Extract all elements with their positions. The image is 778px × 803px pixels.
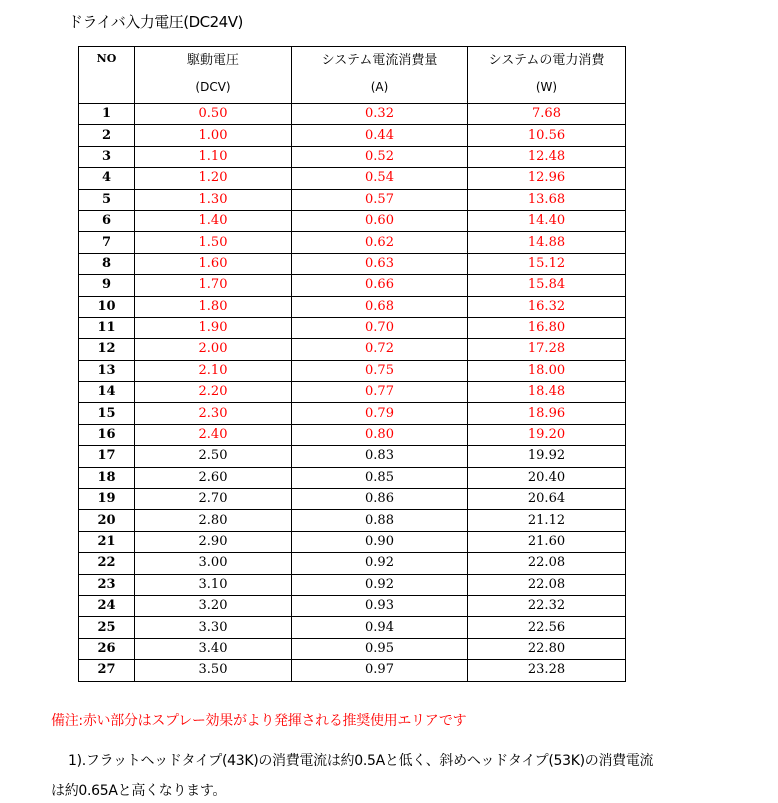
- table-row: [79, 104, 626, 125]
- cell-no: 14: [79, 382, 135, 403]
- cell-power: 10.56: [468, 125, 626, 146]
- cell-power: 15.84: [468, 275, 626, 296]
- header-system-power: システムの電力消費 (W): [468, 47, 626, 104]
- remark-note: 備注:赤い部分はスプレー効果がより発揮される推奨使用エリアです: [51, 713, 467, 729]
- table-row: [79, 232, 626, 253]
- cell-no: 19: [79, 489, 135, 510]
- cell-voltage: 2.30: [135, 403, 292, 424]
- cell-power: 13.68: [468, 189, 626, 210]
- cell-no: 13: [79, 360, 135, 381]
- cell-no: 20: [79, 510, 135, 531]
- cell-voltage: 3.40: [135, 638, 292, 659]
- table-row: [79, 210, 626, 231]
- table-row: [79, 168, 626, 189]
- cell-no: 24: [79, 595, 135, 616]
- cell-voltage: 1.00: [135, 125, 292, 146]
- table-row: [79, 424, 626, 445]
- cell-no: 16: [79, 424, 135, 445]
- cell-power: 18.48: [468, 382, 626, 403]
- table-row: [79, 253, 626, 274]
- cell-current: 0.54: [292, 168, 468, 189]
- cell-voltage: 2.80: [135, 510, 292, 531]
- cell-no: 4: [79, 168, 135, 189]
- cell-voltage: 0.50: [135, 104, 292, 125]
- cell-power: 20.64: [468, 489, 626, 510]
- table-row: [79, 382, 626, 403]
- cell-current: 0.92: [292, 553, 468, 574]
- cell-voltage: 1.10: [135, 146, 292, 167]
- cell-current: 0.60: [292, 210, 468, 231]
- table-row: [79, 403, 626, 424]
- paragraph-line-1: 1).フラットヘッドタイプ(43K)の消費電流は約0.5Aと低く、斜めヘッドタイプ(53K)の消費電流: [68, 753, 654, 769]
- cell-power: 23.28: [468, 660, 626, 681]
- table-row: [79, 617, 626, 638]
- cell-power: 18.00: [468, 360, 626, 381]
- cell-voltage: 3.30: [135, 617, 292, 638]
- cell-voltage: 3.00: [135, 553, 292, 574]
- cell-voltage: 1.40: [135, 210, 292, 231]
- table-body: [79, 104, 626, 682]
- cell-current: 0.66: [292, 275, 468, 296]
- header-system-current: システム電流消費量 (A): [292, 47, 468, 104]
- cell-voltage: 2.00: [135, 339, 292, 360]
- cell-power: 22.56: [468, 617, 626, 638]
- cell-current: 0.90: [292, 531, 468, 552]
- table-row: [79, 510, 626, 531]
- cell-no: 27: [79, 660, 135, 681]
- table-row: [79, 317, 626, 338]
- cell-no: 22: [79, 553, 135, 574]
- table-row: [79, 489, 626, 510]
- cell-no: 7: [79, 232, 135, 253]
- cell-no: 5: [79, 189, 135, 210]
- cell-no: 2: [79, 125, 135, 146]
- table-row: [79, 146, 626, 167]
- cell-voltage: 2.60: [135, 467, 292, 488]
- table-row: [79, 360, 626, 381]
- cell-current: 0.62: [292, 232, 468, 253]
- cell-power: 21.60: [468, 531, 626, 552]
- cell-voltage: 1.80: [135, 296, 292, 317]
- cell-voltage: 2.50: [135, 446, 292, 467]
- cell-power: 18.96: [468, 403, 626, 424]
- cell-no: 9: [79, 275, 135, 296]
- cell-current: 0.63: [292, 253, 468, 274]
- cell-current: 0.92: [292, 574, 468, 595]
- cell-current: 0.97: [292, 660, 468, 681]
- cell-no: 17: [79, 446, 135, 467]
- cell-current: 0.44: [292, 125, 468, 146]
- cell-current: 0.95: [292, 638, 468, 659]
- cell-power: 19.20: [468, 424, 626, 445]
- cell-current: 0.80: [292, 424, 468, 445]
- cell-power: 15.12: [468, 253, 626, 274]
- table-row: [79, 660, 626, 681]
- cell-power: 16.80: [468, 317, 626, 338]
- cell-voltage: 2.70: [135, 489, 292, 510]
- cell-current: 0.93: [292, 595, 468, 616]
- cell-voltage: 2.20: [135, 382, 292, 403]
- table-row: [79, 531, 626, 552]
- cell-power: 14.88: [468, 232, 626, 253]
- cell-voltage: 2.10: [135, 360, 292, 381]
- cell-voltage: 1.70: [135, 275, 292, 296]
- header-no: NO: [79, 47, 135, 104]
- table-row: [79, 446, 626, 467]
- cell-current: 0.72: [292, 339, 468, 360]
- table-row: [79, 125, 626, 146]
- cell-voltage: 3.50: [135, 660, 292, 681]
- table-row: [79, 553, 626, 574]
- table-row: [79, 638, 626, 659]
- cell-power: 22.08: [468, 553, 626, 574]
- table-row: [79, 467, 626, 488]
- header-drive-voltage: 駆動電圧 (DCV): [135, 47, 292, 104]
- cell-no: 3: [79, 146, 135, 167]
- cell-power: 22.80: [468, 638, 626, 659]
- cell-voltage: 1.20: [135, 168, 292, 189]
- document-title: ドライバ入力電圧(DC24V): [68, 13, 243, 31]
- cell-voltage: 1.50: [135, 232, 292, 253]
- cell-no: 12: [79, 339, 135, 360]
- voltage-power-table: [78, 46, 626, 682]
- cell-no: 26: [79, 638, 135, 659]
- cell-power: 21.12: [468, 510, 626, 531]
- cell-power: 20.40: [468, 467, 626, 488]
- table-row: [79, 296, 626, 317]
- cell-current: 0.88: [292, 510, 468, 531]
- cell-power: 12.48: [468, 146, 626, 167]
- cell-no: 25: [79, 617, 135, 638]
- cell-no: 1: [79, 104, 135, 125]
- cell-no: 18: [79, 467, 135, 488]
- cell-current: 0.70: [292, 317, 468, 338]
- cell-current: 0.79: [292, 403, 468, 424]
- cell-current: 0.83: [292, 446, 468, 467]
- cell-power: 22.08: [468, 574, 626, 595]
- table-row: [79, 574, 626, 595]
- table-row: [79, 339, 626, 360]
- cell-current: 0.32: [292, 104, 468, 125]
- cell-no: 8: [79, 253, 135, 274]
- cell-power: 22.32: [468, 595, 626, 616]
- cell-current: 0.86: [292, 489, 468, 510]
- cell-voltage: 3.20: [135, 595, 292, 616]
- table-row: [79, 189, 626, 210]
- table-header: [79, 47, 626, 104]
- cell-no: 10: [79, 296, 135, 317]
- cell-current: 0.52: [292, 146, 468, 167]
- cell-power: 17.28: [468, 339, 626, 360]
- cell-voltage: 3.10: [135, 574, 292, 595]
- cell-no: 11: [79, 317, 135, 338]
- cell-power: 19.92: [468, 446, 626, 467]
- table-row: [79, 275, 626, 296]
- cell-voltage: 2.90: [135, 531, 292, 552]
- cell-current: 0.94: [292, 617, 468, 638]
- cell-power: 12.96: [468, 168, 626, 189]
- cell-power: 7.68: [468, 104, 626, 125]
- table-row: [79, 595, 626, 616]
- cell-power: 14.40: [468, 210, 626, 231]
- cell-voltage: 1.90: [135, 317, 292, 338]
- cell-voltage: 2.40: [135, 424, 292, 445]
- cell-current: 0.57: [292, 189, 468, 210]
- cell-current: 0.75: [292, 360, 468, 381]
- cell-current: 0.68: [292, 296, 468, 317]
- cell-voltage: 1.30: [135, 189, 292, 210]
- cell-no: 15: [79, 403, 135, 424]
- cell-no: 6: [79, 210, 135, 231]
- paragraph-line-2: は約0.65Aと高くなります。: [51, 783, 227, 799]
- cell-power: 16.32: [468, 296, 626, 317]
- cell-no: 21: [79, 531, 135, 552]
- cell-current: 0.85: [292, 467, 468, 488]
- cell-current: 0.77: [292, 382, 468, 403]
- cell-no: 23: [79, 574, 135, 595]
- cell-voltage: 1.60: [135, 253, 292, 274]
